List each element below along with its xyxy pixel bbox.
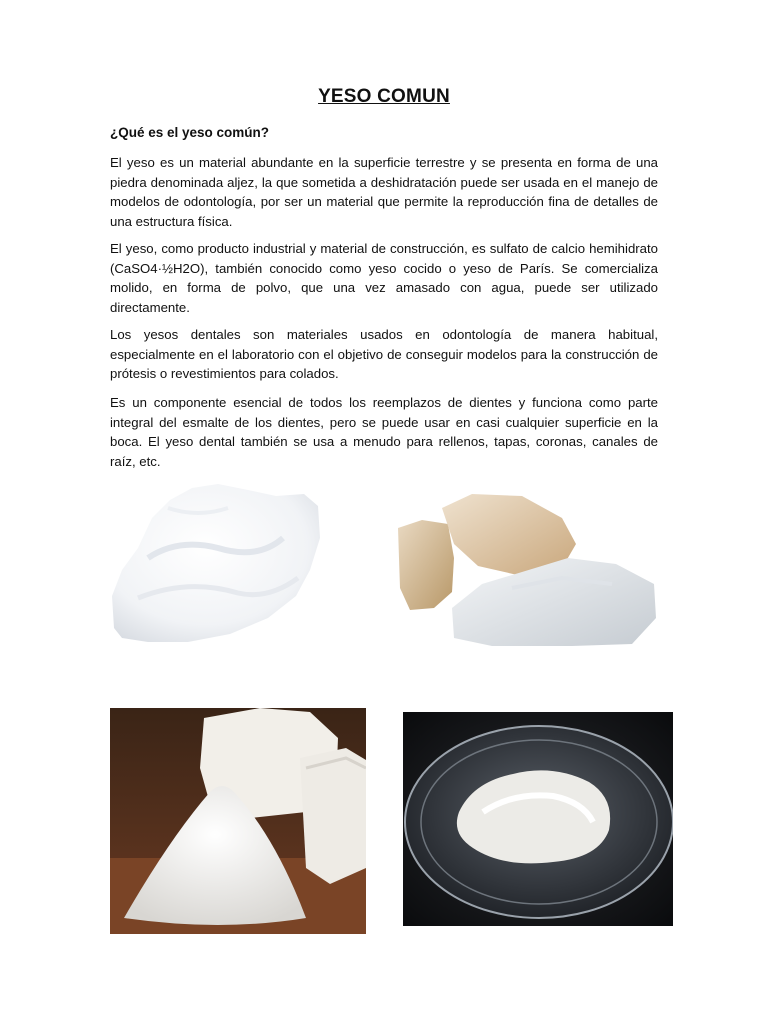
paragraph-4: Es un componente esencial de todos los reemplazos de dientes y funciona como parte integral del esmalte de los dientes, pero se puede usar en casi cualquier superficie en la boca. El yeso dental también se usa a menudo para rellenos, tapas, coronas, canales de raíz, etc.	[110, 395, 658, 469]
section-question: ¿Qué es el yeso común?	[110, 125, 270, 140]
photo-white-gypsum-rock	[108, 478, 324, 646]
photo-gypsum-powder-blocks	[110, 708, 366, 934]
photo-gypsum-crystals	[392, 488, 660, 650]
photo-powder-glass-dish	[403, 712, 673, 926]
paragraph-3: Los yesos dentales son materiales usados en odontología de manera habitual, especialmente en el laboratorio con el objetivo de conseguir modelos para la construcción de prótesis o revestimientos para colados.	[110, 327, 658, 382]
page-title: YESO COMUN	[318, 86, 450, 107]
paragraph-2: El yeso, como producto industrial y material de construcción, es sulfato de calcio hemihidrato (CaSO4·½H2O), también conocido como yeso cocido o yeso de París. Se comercializa molido, en forma de polvo, que una vez amasado con agua, puede ser utilizado directamente.	[110, 241, 658, 315]
paragraph-1: El yeso es un material abundante en la superficie terrestre y se presenta en forma de una piedra denominada aljez, la que sometida a deshidratación puede ser usada en el manejo de modelos de odontología, por ser un material que permite la reproducción fina de detalles de una estructura física.	[110, 155, 658, 229]
